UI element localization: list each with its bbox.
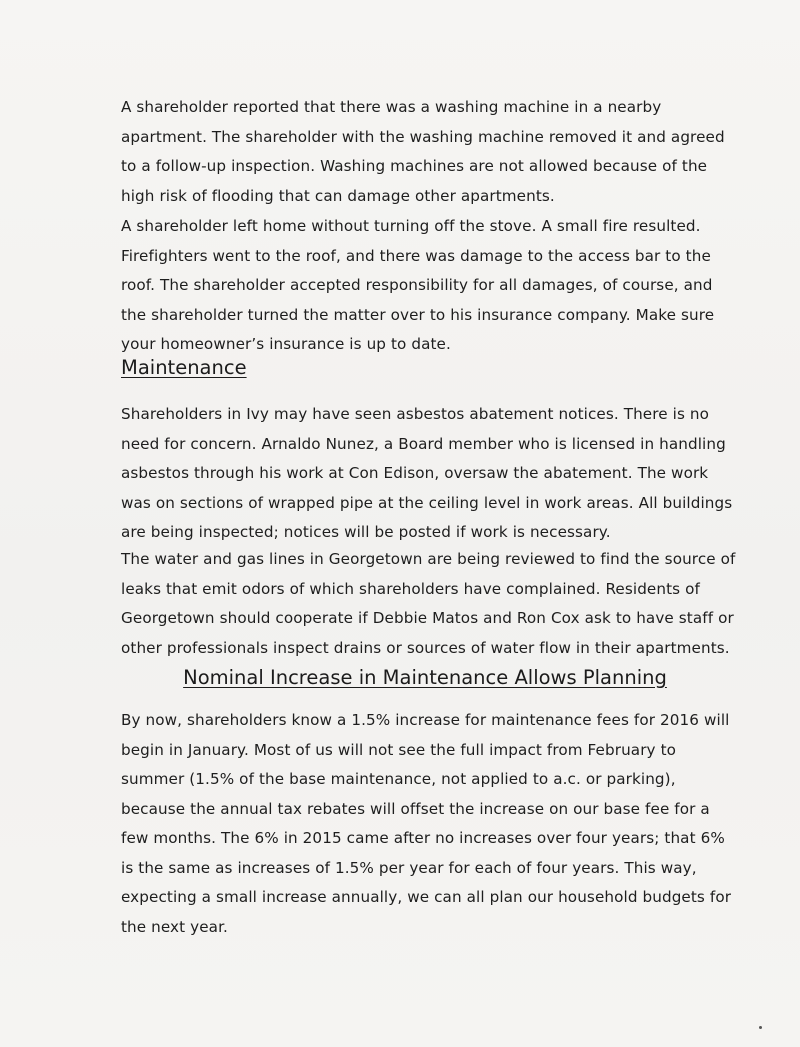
paragraph-maintenance-increase: By now, shareholders know a 1.5% increase for maintenance fees for 2016 will begin in January. Most of us will not see the full impact from February to summer (1.5% of the base maintenance, not applied to a.c. or parking), because the annual tax rebates will offset the increase on our base fee for a few months. The 6% in 2015 came after no increases over four years; that 6% is the same as increases of 1.5% per year for each of four years. This way, expecting a small increase annually, we can all plan our household budgets for the next year. — [121, 711, 732, 936]
heading-nominal-increase: Nominal Increase in Maintenance Allows Planning — [183, 666, 667, 689]
scan-speck — [759, 1026, 762, 1029]
paragraph-stove-fire: A shareholder left home without turning off the stove. A small fire resulted. Firefighters went to the roof, and there was damage to the access bar to the roof. The shareholder accepted responsibility for all damages, of course, and the shareholder turned the matter over to his insurance company. Make sure your homeowner’s insurance is up to date. — [121, 217, 715, 353]
paragraph-asbestos: Shareholders in Ivy may have seen asbestos abatement notices. There is no need for concern. Arnaldo Nunez, a Board member who is licensed in handling asbestos through his work at Con Edison, oversaw the abatement. The work was on sections of wrapped pipe at the ceiling level in work areas. All buildings are being inspected; notices will be posted if work is necessary. — [121, 405, 733, 541]
heading-maintenance: Maintenance — [121, 356, 247, 379]
paragraph-washing-machine: A shareholder reported that there was a washing machine in a nearby apartment. The shareholder with the washing machine removed it and agreed to a follow-up inspection. Washing machines are not allowed because of the high risk of flooding that can damage other apartments. — [121, 98, 725, 205]
paragraph-georgetown: The water and gas lines in Georgetown are being reviewed to find the source of leaks that emit odors of which shareholders have complained. Residents of Georgetown should cooperate if Debbie Matos and Ron Cox ask to have staff or other professionals inspect drains or sources of water flow in their apartments. — [121, 550, 736, 657]
